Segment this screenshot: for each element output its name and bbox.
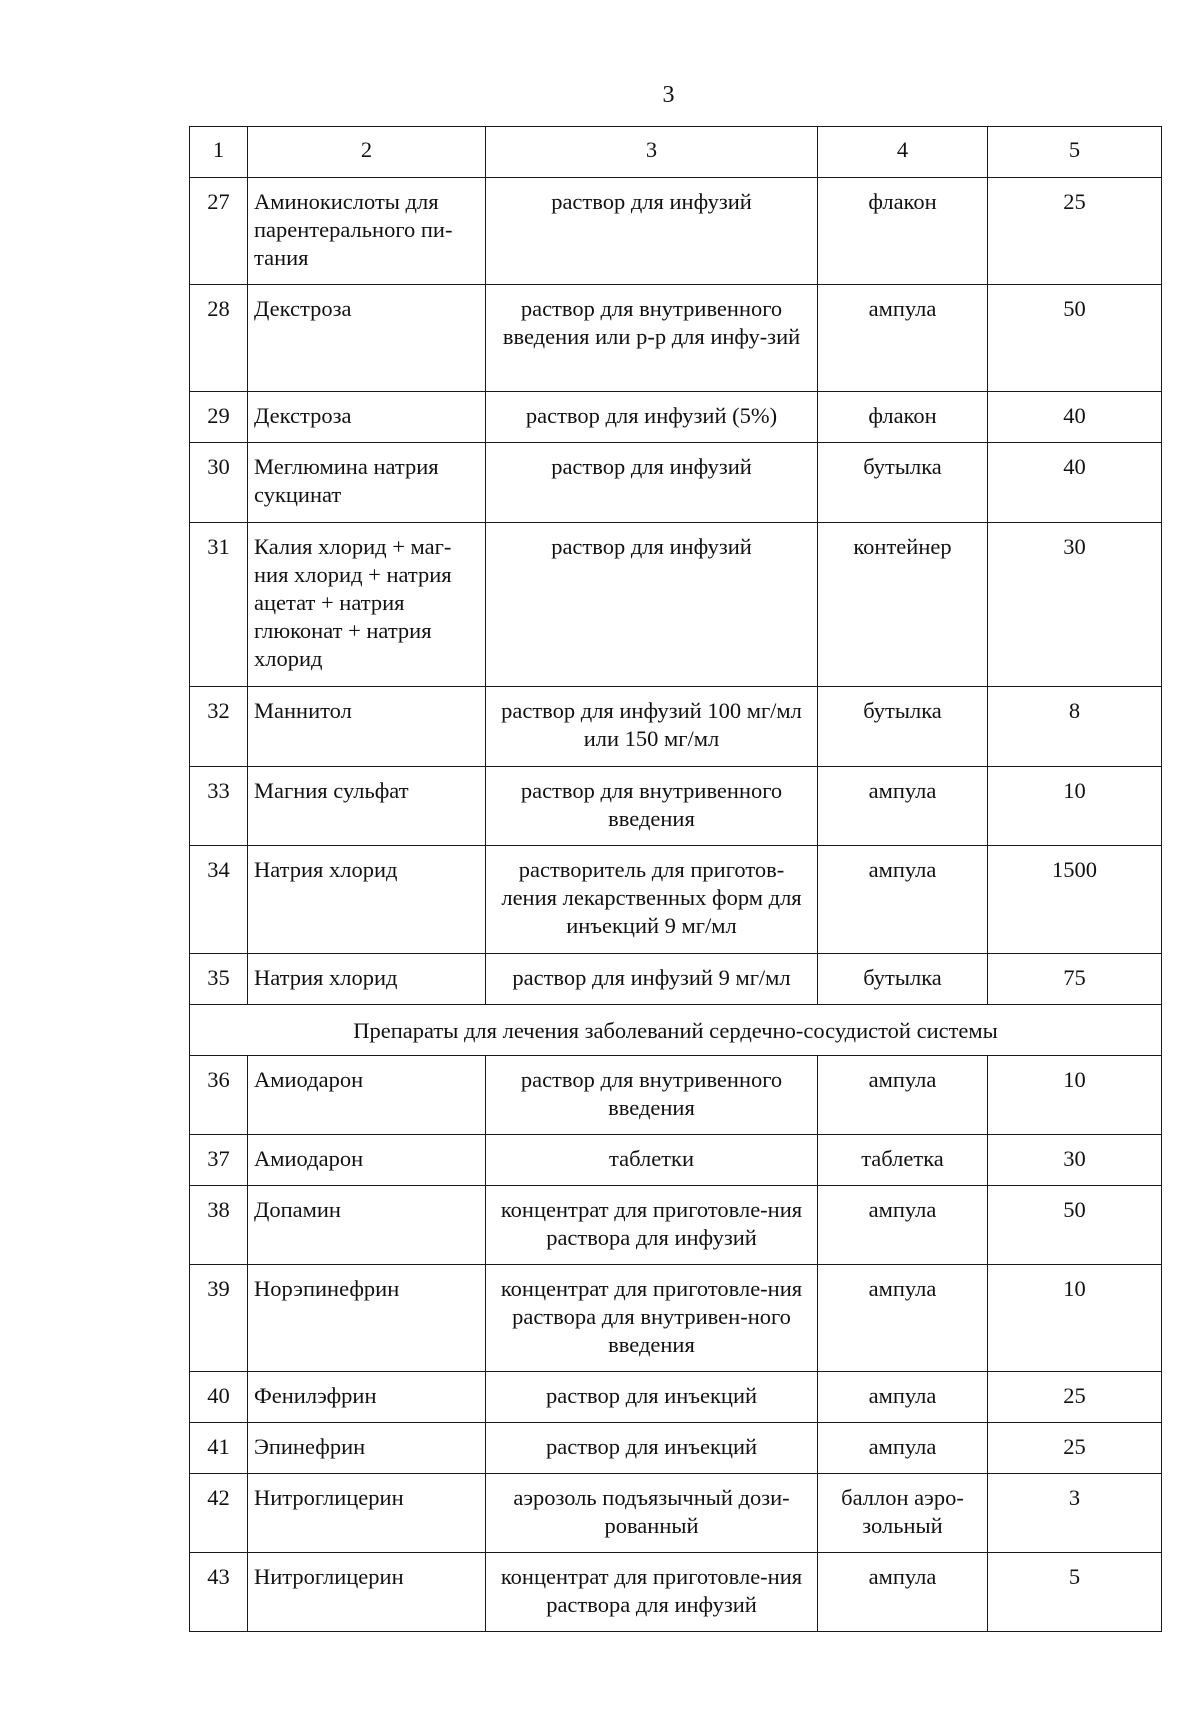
table-row xyxy=(190,523,1162,687)
package-unit: баллон аэро-зольный xyxy=(818,1474,988,1553)
drug-name: Норэпинефрин xyxy=(248,1265,486,1372)
package-unit: контейнер xyxy=(818,523,988,687)
table-row xyxy=(190,1553,1162,1632)
drug-name: Натрия хлорид xyxy=(248,954,486,1005)
drug-name: Нитроглицерин xyxy=(248,1474,486,1553)
drug-name: Фенилэфрин xyxy=(248,1372,486,1423)
dosage-form: таблетки xyxy=(486,1135,818,1186)
drug-name: Маннитол xyxy=(248,687,486,767)
drug-name: Нитроглицерин xyxy=(248,1553,486,1632)
row-number: 28 xyxy=(190,285,248,392)
dosage-form: растворитель для приготов-ления лекарственных форм для инъекций 9 мг/мл xyxy=(486,846,818,954)
table-row xyxy=(190,392,1162,443)
drug-name: Эпинефрин xyxy=(248,1423,486,1474)
dosage-form: аэрозоль подъязычный дози-рованный xyxy=(486,1474,818,1553)
table-row xyxy=(190,1372,1162,1423)
row-number: 42 xyxy=(190,1474,248,1553)
quantity: 10 xyxy=(988,1056,1162,1135)
drug-name: Калия хлорид + маг-ния хлорид + натрия ацетат + натрия глюконат + натрия хлорид xyxy=(248,523,486,687)
table-row xyxy=(190,178,1162,285)
header-cell-3: 3 xyxy=(486,127,818,178)
drug-name: Декстроза xyxy=(248,285,486,392)
header-row xyxy=(190,127,1162,178)
quantity: 8 xyxy=(988,687,1162,767)
quantity: 25 xyxy=(988,178,1162,285)
package-unit: флакон xyxy=(818,178,988,285)
package-unit: бутылка xyxy=(818,687,988,767)
quantity: 5 xyxy=(988,1553,1162,1632)
quantity: 30 xyxy=(988,1135,1162,1186)
section-title: Препараты для лечения заболеваний сердечно-сосудистой системы xyxy=(190,1005,1162,1056)
table-row xyxy=(190,443,1162,523)
quantity: 75 xyxy=(988,954,1162,1005)
quantity: 10 xyxy=(988,1265,1162,1372)
quantity: 25 xyxy=(988,1423,1162,1474)
quantity: 10 xyxy=(988,767,1162,846)
drug-name: Амиодарон xyxy=(248,1056,486,1135)
dosage-form: концентрат для приготовле-ния раствора для инфузий xyxy=(486,1553,818,1632)
table-row xyxy=(190,687,1162,767)
dosage-form: концентрат для приготовле-ния раствора для внутривен-ного введения xyxy=(486,1265,818,1372)
header-cell-5: 5 xyxy=(988,127,1162,178)
table-row xyxy=(190,1474,1162,1553)
table-row xyxy=(190,846,1162,954)
package-unit: флакон xyxy=(818,392,988,443)
package-unit: ампула xyxy=(818,1423,988,1474)
row-number: 36 xyxy=(190,1056,248,1135)
package-unit: ампула xyxy=(818,1265,988,1372)
dosage-form: раствор для инъекций xyxy=(486,1372,818,1423)
dosage-form: раствор для инфузий (5%) xyxy=(486,392,818,443)
row-number: 43 xyxy=(190,1553,248,1632)
dosage-form: раствор для внутривенного введения xyxy=(486,767,818,846)
quantity: 3 xyxy=(988,1474,1162,1553)
table-row xyxy=(190,1186,1162,1265)
row-number: 31 xyxy=(190,523,248,687)
row-number: 32 xyxy=(190,687,248,767)
drug-name: Допамин xyxy=(248,1186,486,1265)
medication-table xyxy=(189,126,1162,1632)
quantity: 25 xyxy=(988,1372,1162,1423)
table-row xyxy=(190,1056,1162,1135)
package-unit: ампула xyxy=(818,1372,988,1423)
package-unit: бутылка xyxy=(818,954,988,1005)
quantity: 30 xyxy=(988,523,1162,687)
row-number: 37 xyxy=(190,1135,248,1186)
row-number: 33 xyxy=(190,767,248,846)
package-unit: ампула xyxy=(818,1186,988,1265)
quantity: 40 xyxy=(988,443,1162,523)
package-unit: ампула xyxy=(818,1056,988,1135)
header-cell-4: 4 xyxy=(818,127,988,178)
section-row xyxy=(190,1005,1162,1056)
quantity: 50 xyxy=(988,1186,1162,1265)
package-unit: ампула xyxy=(818,767,988,846)
row-number: 40 xyxy=(190,1372,248,1423)
drug-name: Натрия хлорид xyxy=(248,846,486,954)
dosage-form: раствор для внутривенного введения или р-р для инфу-зий xyxy=(486,285,818,392)
dosage-form: концентрат для приготовле-ния раствора для инфузий xyxy=(486,1186,818,1265)
quantity: 40 xyxy=(988,392,1162,443)
dosage-form: раствор для инфузий 100 мг/мл или 150 мг/мл xyxy=(486,687,818,767)
dosage-form: раствор для инъекций xyxy=(486,1423,818,1474)
header-cell-2: 2 xyxy=(248,127,486,178)
row-number: 30 xyxy=(190,443,248,523)
row-number: 35 xyxy=(190,954,248,1005)
table-row xyxy=(190,1135,1162,1186)
row-number: 29 xyxy=(190,392,248,443)
page-number: 3 xyxy=(662,82,675,108)
dosage-form: раствор для внутривенного введения xyxy=(486,1056,818,1135)
drug-name: Меглюмина натрия сукцинат xyxy=(248,443,486,523)
table-row xyxy=(190,285,1162,392)
quantity: 50 xyxy=(988,285,1162,392)
row-number: 27 xyxy=(190,178,248,285)
row-number: 38 xyxy=(190,1186,248,1265)
package-unit: бутылка xyxy=(818,443,988,523)
table-row xyxy=(190,767,1162,846)
table-row xyxy=(190,954,1162,1005)
drug-name: Декстроза xyxy=(248,392,486,443)
dosage-form: раствор для инфузий xyxy=(486,443,818,523)
dosage-form: раствор для инфузий xyxy=(486,178,818,285)
drug-name: Аминокислоты для парентерального пи-тания xyxy=(248,178,486,285)
package-unit: ампула xyxy=(818,1553,988,1632)
table-row xyxy=(190,1265,1162,1372)
dosage-form: раствор для инфузий 9 мг/мл xyxy=(486,954,818,1005)
package-unit: таблетка xyxy=(818,1135,988,1186)
row-number: 39 xyxy=(190,1265,248,1372)
row-number: 41 xyxy=(190,1423,248,1474)
header-cell-1: 1 xyxy=(190,127,248,178)
quantity: 1500 xyxy=(988,846,1162,954)
drug-name: Магния сульфат xyxy=(248,767,486,846)
drug-name: Амиодарон xyxy=(248,1135,486,1186)
table-row xyxy=(190,1423,1162,1474)
row-number: 34 xyxy=(190,846,248,954)
dosage-form: раствор для инфузий xyxy=(486,523,818,687)
package-unit: ампула xyxy=(818,285,988,392)
package-unit: ампула xyxy=(818,846,988,954)
